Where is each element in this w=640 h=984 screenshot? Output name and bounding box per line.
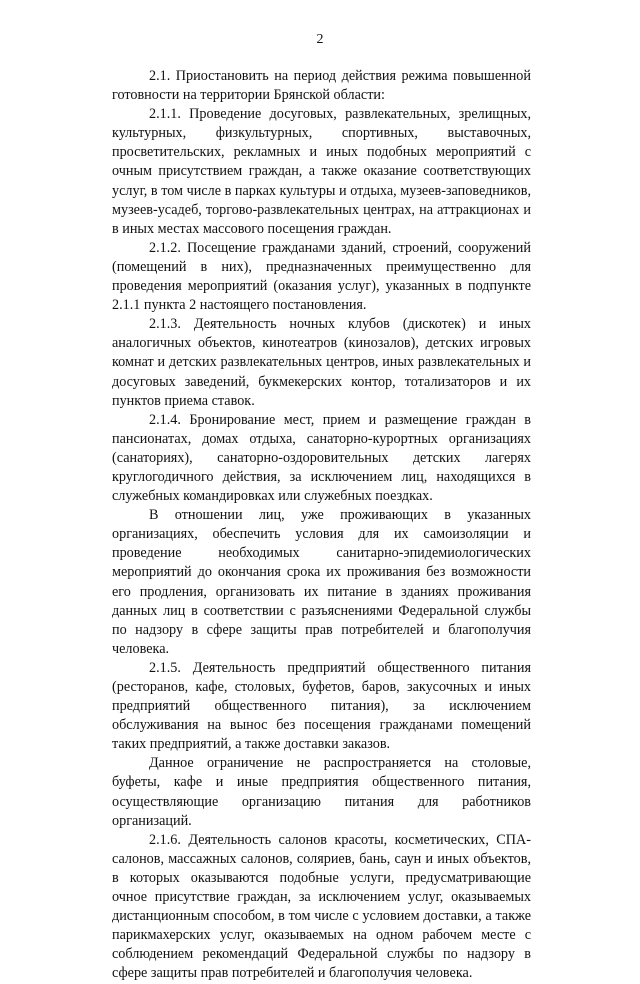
paragraph-2-1-5: 2.1.5. Деятельность предприятий общественного питания (ресторанов, кафе, столовых, буфетов, баров, закусочных и иных предприятий общественного питания), за исключением обслуживания на вынос без посещения гражданами помещений таких предприятий, а также доставки заказов. <box>112 659 531 753</box>
paragraph-2-1-3: 2.1.3. Деятельность ночных клубов (дискотек) и иных аналогичных объектов, кинотеатров (кинозалов), детских игровых комнат и детских развлекательных центров, иных развлекательных и досуговых заведений, букмекерских контор, тотализаторов и их пунктов приема ставок. <box>112 316 531 409</box>
paragraph-2-1-2: 2.1.2. Посещение гражданами зданий, строений, сооружений (помещений в них), предназначенных преимущественно для проведения мероприятий (оказания услуг), указанных в подпункте 2.1.1 пункта 2 настоящего постановления. <box>112 239 531 314</box>
paragraph-2-1-1: 2.1.1. Проведение досуговых, развлекательных, зрелищных, культурных, физкультурных, спортивных, выставочных, просветительских, рекламных и иных подобных мероприятий с очным присутствием граждан, а также оказание соответствующих услуг, в том числе в парках культуры и отдыха, музеев-заповедников, музеев-усадеб, торгово-развлекательных центрах, на аттракционах и в иных местах массового посещения граждан. <box>112 106 531 237</box>
paragraph-2-1-4-residents: В отношении лиц, уже проживающих в указанных организациях, обеспечить условия для их самоизоляции и проведение необходимых санитарно-эпидемиологических мероприятий до окончания срока их проживания без возможности его продления, организовать их питание в зданиях проживания данных лиц в соответствии с разъяснениями Федеральной службы по надзору в сфере защиты прав потребителей и благополучия человека. <box>112 507 531 657</box>
paragraph-2-1-6: 2.1.6. Деятельность салонов красоты, косметических, СПА-салонов, массажных салонов, соляриев, бань, саун и иных объектов, в которых оказываются подобные услуги, предусматривающие очное присутствие граждан, за исключением услуг, оказываемых дистанционным способом, в том числе с условием доставки, а также парикмахерских услуг, оказываемых на одном рабочем месте с соблюдением рекомендаций Федеральной службы по надзору в сфере защиты прав потребителей и благополучия человека. <box>112 831 531 982</box>
paragraph-2-1-4: 2.1.4. Бронирование мест, прием и размещение граждан в пансионатах, домах отдыха, санаторно-курортных организациях (санаториях), санаторно-оздоровительных детских лагерях круглогодичного действия, за исключением лиц, находящихся в служебных командировках или служебных поездках. <box>112 411 531 505</box>
paragraph-2-1-5-exception: Данное ограничение не распространяется на столовые, буфеты, кафе и иные предприятия общественного питания, осуществляющие организацию питания для работников организаций. <box>112 755 531 829</box>
page-number: 2 <box>316 32 324 47</box>
document-body <box>112 67 531 984</box>
paragraph-2-1: 2.1. Приостановить на период действия режима повышенной готовности на территории Брянской области: <box>112 68 531 104</box>
